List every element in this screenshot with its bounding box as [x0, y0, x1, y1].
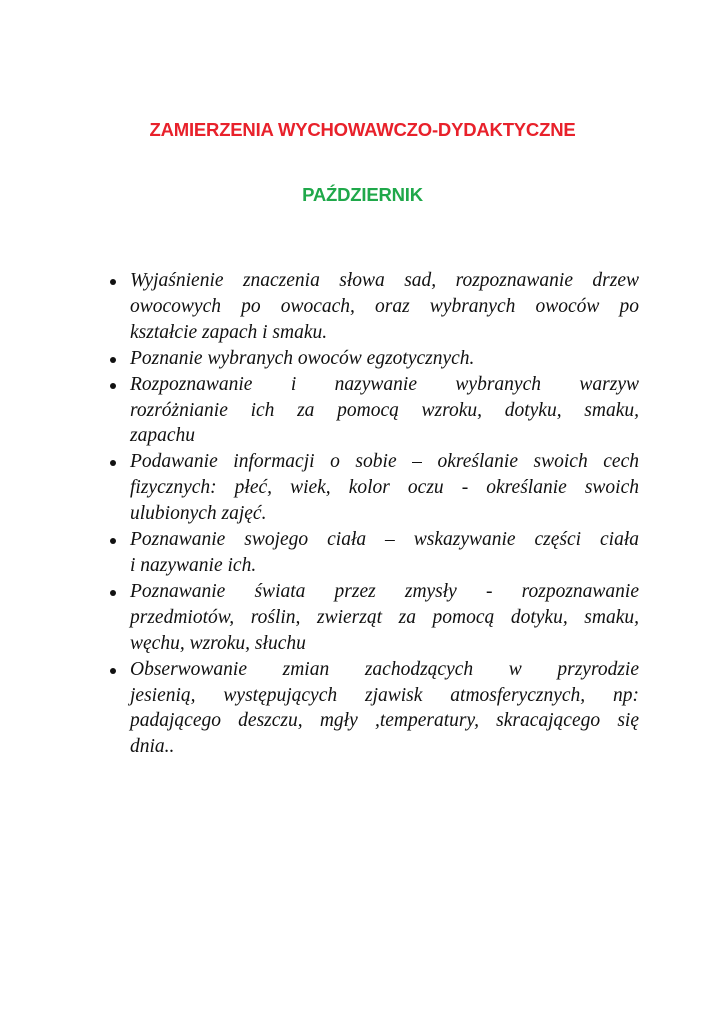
list-item — [106, 346, 639, 372]
text-line: węchu, wzroku, słuchu — [130, 632, 306, 654]
text-line: zapachu — [130, 425, 195, 447]
text-line: Poznawanie świata przez zmysły - rozpoznawanie — [130, 580, 639, 602]
goals-list — [106, 268, 639, 760]
bullet-icon — [110, 357, 116, 363]
text-line: ulubionych zajęć. — [130, 503, 267, 525]
list-item-text — [130, 346, 639, 372]
list-item-text — [130, 268, 639, 346]
text-line: dnia.. — [130, 736, 175, 758]
bullet-icon — [110, 668, 116, 674]
bullet-icon — [110, 460, 116, 466]
list-item — [106, 449, 639, 527]
bullet-icon — [110, 538, 116, 544]
list-item-text — [130, 657, 639, 761]
text-line: jesienią, występujących zjawisk atmosferycznych, np: — [130, 684, 639, 706]
bullet-icon — [110, 590, 116, 596]
text-line: Wyjaśnienie znaczenia słowa sad, rozpoznawanie drzew — [130, 270, 639, 291]
list-item-text — [130, 579, 639, 657]
text-line: Podawanie informacji o sobie – określanie swoich cech — [130, 451, 639, 473]
text-line: fizycznych: płeć, wiek, kolor oczu - określanie swoich — [130, 477, 639, 499]
text-line: przedmiotów, roślin, zwierząt za pomocą dotyku, smaku, — [130, 606, 639, 628]
list-item — [106, 527, 639, 579]
month-heading: PAŹDZIERNIK — [302, 184, 423, 205]
text-line: rozróżnianie ich za pomocą wzroku, dotyku, smaku, — [130, 399, 639, 421]
list-item — [106, 372, 639, 450]
text-line: owocowych po owocach, oraz wybranych owoców po — [130, 295, 639, 317]
list-item-text — [130, 527, 639, 579]
page-title: ZAMIERZENIA WYCHOWAWCZO-DYDAKTYCZNE — [149, 119, 576, 140]
text-line: padającego deszczu, mgły ,temperatury, skracającego się — [130, 710, 639, 732]
list-item — [106, 579, 639, 657]
list-item-text — [130, 372, 639, 450]
text-line: Rozpoznawanie i nazywanie wybranych warzyw — [130, 373, 639, 395]
list-item — [106, 268, 639, 346]
list-item — [106, 657, 639, 761]
bullet-icon — [110, 279, 116, 285]
text-line: Obserwowanie zmian zachodzących w przyrodzie — [130, 658, 639, 680]
bullet-icon — [110, 383, 116, 389]
text-line: Poznawanie swojego ciała – wskazywanie części ciała — [130, 529, 639, 551]
text-line: Poznanie wybranych owoców egzotycznych. — [130, 347, 475, 369]
text-line: kształcie zapach i smaku. — [130, 321, 328, 343]
list-item-text — [130, 449, 639, 527]
text-line: i nazywanie ich. — [130, 554, 257, 576]
